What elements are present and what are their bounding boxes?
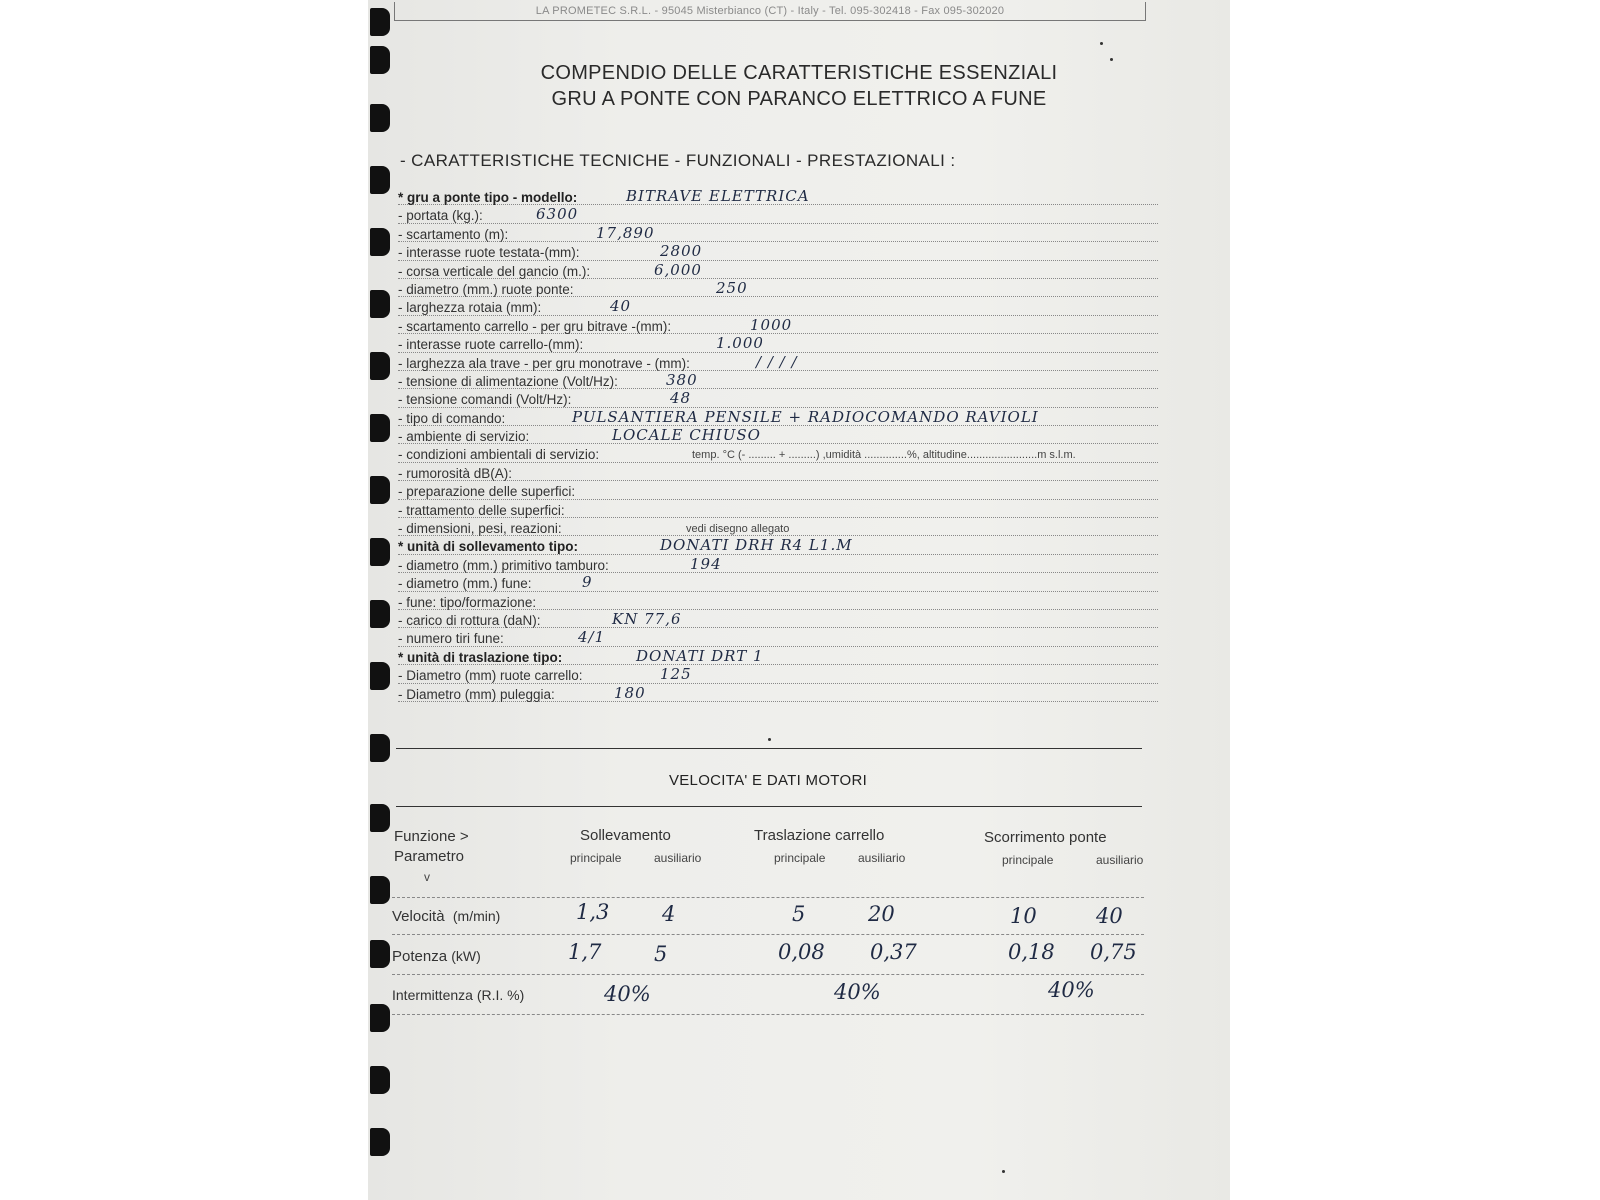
spec-label: - fune: tipo/formazione: — [398, 594, 537, 610]
corner-parameter: Parametro — [394, 848, 465, 865]
spec-value: LOCALE CHIUSO — [612, 426, 761, 445]
spec-value: / / / / — [756, 352, 798, 371]
velocita-soll-principale: 1,3 — [576, 900, 610, 924]
spec-label: - Diametro (mm) ruote carrello: — [398, 668, 583, 684]
dotted-leader — [398, 223, 1158, 224]
spec-label: - portata (kg.): — [398, 208, 483, 224]
spec-row — [398, 595, 1158, 613]
row-label-velocita: Velocità (m/min) — [392, 908, 501, 925]
spec-label: - larghezza rotaia (mm): — [398, 300, 542, 316]
intermittenza-sollevamento: 40% — [604, 982, 651, 1006]
group-scorrimento: Scorrimento ponte — [984, 829, 1107, 846]
corner-arrow: v — [424, 870, 430, 884]
document-title-line2: GRU A PONTE CON PARANCO ELETTRICO A FUNE — [551, 88, 1047, 110]
velocita-tras-ausiliario: 20 — [868, 902, 895, 926]
divider — [396, 748, 1142, 749]
dotted-leader — [398, 462, 1158, 463]
company-header: LA PROMETEC S.R.L. - 95045 Misterbianco (CT) - Italy - Tel. 095-302418 - Fax 095-302020 — [394, 2, 1146, 21]
intermittenza-traslazione: 40% — [834, 980, 881, 1004]
spec-label: - larghezza ala trave - per gru monotrave - (mm): — [398, 355, 690, 371]
spec-row — [398, 407, 1158, 429]
spec-value: KN 77,6 — [612, 609, 682, 628]
spec-value: PULSANTIERA PENSILE + RADIOCOMANDO RAVIOLI — [572, 407, 1039, 426]
spec-label: - numero tiri fune: — [398, 631, 504, 647]
spec-label: - Diametro (mm) puleggia: — [398, 686, 555, 702]
spec-label: - scartamento carrello - per gru bitrave -(mm): — [398, 318, 672, 334]
velocita-soll-ausiliario: 4 — [662, 902, 676, 926]
spec-value: 180 — [614, 683, 646, 702]
spec-value: 2800 — [660, 242, 703, 261]
spec-value: 4/1 — [578, 628, 606, 647]
velocity-heading: VELOCITA' E DATI MOTORI — [668, 772, 868, 789]
spec-label: - preparazione delle superfici: — [398, 484, 576, 500]
spec-row — [398, 646, 1158, 668]
spec-label: - dimensioni, pesi, reazioni: — [398, 521, 562, 537]
spec-label: - tensione di alimentazione (Volt/Hz): — [398, 373, 618, 389]
sub-principale: principale — [774, 851, 826, 865]
potenza-soll-ausiliario: 5 — [654, 942, 668, 966]
corner-function: Funzione > — [394, 828, 469, 845]
speck — [1002, 1170, 1005, 1173]
spec-row — [398, 205, 1158, 226]
spec-row — [398, 242, 1158, 263]
group-traslazione: Traslazione carrello — [754, 827, 885, 844]
spiral-binding — [368, 0, 398, 1200]
spec-row — [398, 370, 1158, 392]
spec-note: temp. °C (- ......... + .........) ,umidità ..............%, altitudine.......................m s.l.m. — [692, 449, 1076, 462]
spec-row — [398, 536, 1158, 557]
spec-row — [398, 609, 1158, 631]
spec-value: DONATI DRT 1 — [636, 646, 764, 665]
spec-row — [398, 278, 1158, 300]
spec-label: - rumorosità dB(A): — [398, 465, 513, 481]
spec-row — [398, 352, 1158, 374]
group-sollevamento: Sollevamento — [580, 827, 671, 844]
spec-value: 380 — [666, 370, 698, 389]
table-rule — [392, 897, 1144, 898]
velocita-scor-principale: 10 — [1010, 904, 1037, 928]
spec-row — [398, 665, 1158, 686]
document-title-line1: COMPENDIO DELLE CARATTERISTICHE ESSENZIALI — [540, 62, 1058, 84]
dotted-leader — [398, 646, 1158, 647]
spec-label: - diametro (mm.) ruote ponte: — [398, 281, 574, 297]
spec-value: 9 — [582, 573, 593, 592]
spec-label: * unità di traslazione tipo: — [398, 649, 563, 665]
section-heading: - CARATTERISTICHE TECNICHE - FUNZIONALI - PRESTAZIONALI : — [400, 151, 956, 170]
table-rule — [392, 1014, 1144, 1015]
spec-value: 17,890 — [596, 223, 655, 242]
potenza-tras-principale: 0,08 — [778, 940, 825, 964]
spec-row — [398, 466, 1158, 484]
speck — [1100, 42, 1103, 45]
dotted-leader — [398, 480, 1158, 481]
sub-principale: principale — [570, 851, 622, 865]
spec-row — [398, 484, 1158, 502]
spec-label: - trattamento delle superfici: — [398, 502, 565, 518]
divider — [396, 806, 1142, 807]
spec-row — [398, 260, 1158, 282]
sub-principale: principale — [1002, 853, 1054, 867]
document-sheet — [368, 0, 1230, 1200]
potenza-scor-principale: 0,18 — [1008, 940, 1055, 964]
spec-row — [398, 503, 1158, 521]
spec-value: 250 — [716, 278, 748, 297]
spec-label: - corsa verticale del gancio (m.): — [398, 263, 591, 279]
potenza-scor-ausiliario: 0,75 — [1090, 940, 1137, 964]
sub-ausiliario: ausiliario — [654, 851, 702, 865]
intermittenza-scorrimento: 40% — [1048, 978, 1095, 1002]
spec-label: - diametro (mm.) fune: — [398, 576, 532, 592]
spec-value: BITRAVE ELETTRICA — [626, 187, 810, 205]
table-rule — [392, 974, 1144, 975]
spec-label: - interasse ruote carrello-(mm): — [398, 337, 584, 353]
speck — [768, 738, 771, 741]
spec-value: DONATI DRH R4 L1.M — [660, 536, 853, 555]
spec-row — [398, 628, 1158, 649]
spec-label: * unità di sollevamento tipo: — [398, 539, 579, 555]
potenza-soll-principale: 1,7 — [568, 940, 602, 964]
sub-ausiliario: ausiliario — [1096, 853, 1144, 867]
spec-label: - diametro (mm.) primitivo tamburo: — [398, 557, 609, 573]
spec-value: 1.000 — [716, 334, 764, 353]
row-label-intermittenza: Intermittenza (R.I. %) — [392, 987, 525, 1003]
table-rule — [392, 934, 1144, 935]
spec-value: 48 — [670, 389, 692, 408]
spec-row — [398, 573, 1158, 594]
spec-row — [398, 426, 1158, 447]
spec-label: - scartamento (m): — [398, 226, 509, 242]
row-label-potenza: Potenza (kW) — [392, 948, 481, 965]
spec-value: 1000 — [750, 315, 793, 334]
speck — [1110, 58, 1113, 61]
spec-label: - interasse ruote testata-(mm): — [398, 245, 580, 261]
specs-list — [398, 187, 1158, 705]
spec-note: vedi disegno allegato — [686, 523, 790, 536]
spec-row — [398, 223, 1158, 245]
spec-value: 6300 — [536, 205, 579, 224]
spec-label: - tensione comandi (Volt/Hz): — [398, 392, 572, 408]
velocita-tras-principale: 5 — [792, 902, 806, 926]
spec-row — [398, 554, 1158, 576]
dotted-leader — [398, 241, 1158, 242]
spec-label: * gru a ponte tipo - modello: — [398, 190, 578, 205]
spec-row — [398, 187, 1158, 208]
potenza-tras-ausiliario: 0,37 — [870, 940, 917, 964]
spec-value: 6,000 — [654, 260, 702, 279]
velocita-scor-ausiliario: 40 — [1096, 904, 1123, 928]
spec-row — [398, 447, 1158, 465]
spec-row — [398, 315, 1158, 337]
spec-row — [398, 683, 1158, 705]
sub-ausiliario: ausiliario — [858, 851, 906, 865]
spec-label: - carico di rottura (daN): — [398, 612, 541, 628]
spec-value: 194 — [690, 554, 722, 573]
spec-label: - tipo di comando: — [398, 410, 506, 426]
spec-label: - condizioni ambientali di servizio: — [398, 447, 600, 463]
spec-label: - ambiente di servizio: — [398, 429, 530, 445]
spec-value: 125 — [660, 665, 692, 684]
spec-value: 40 — [610, 297, 632, 316]
